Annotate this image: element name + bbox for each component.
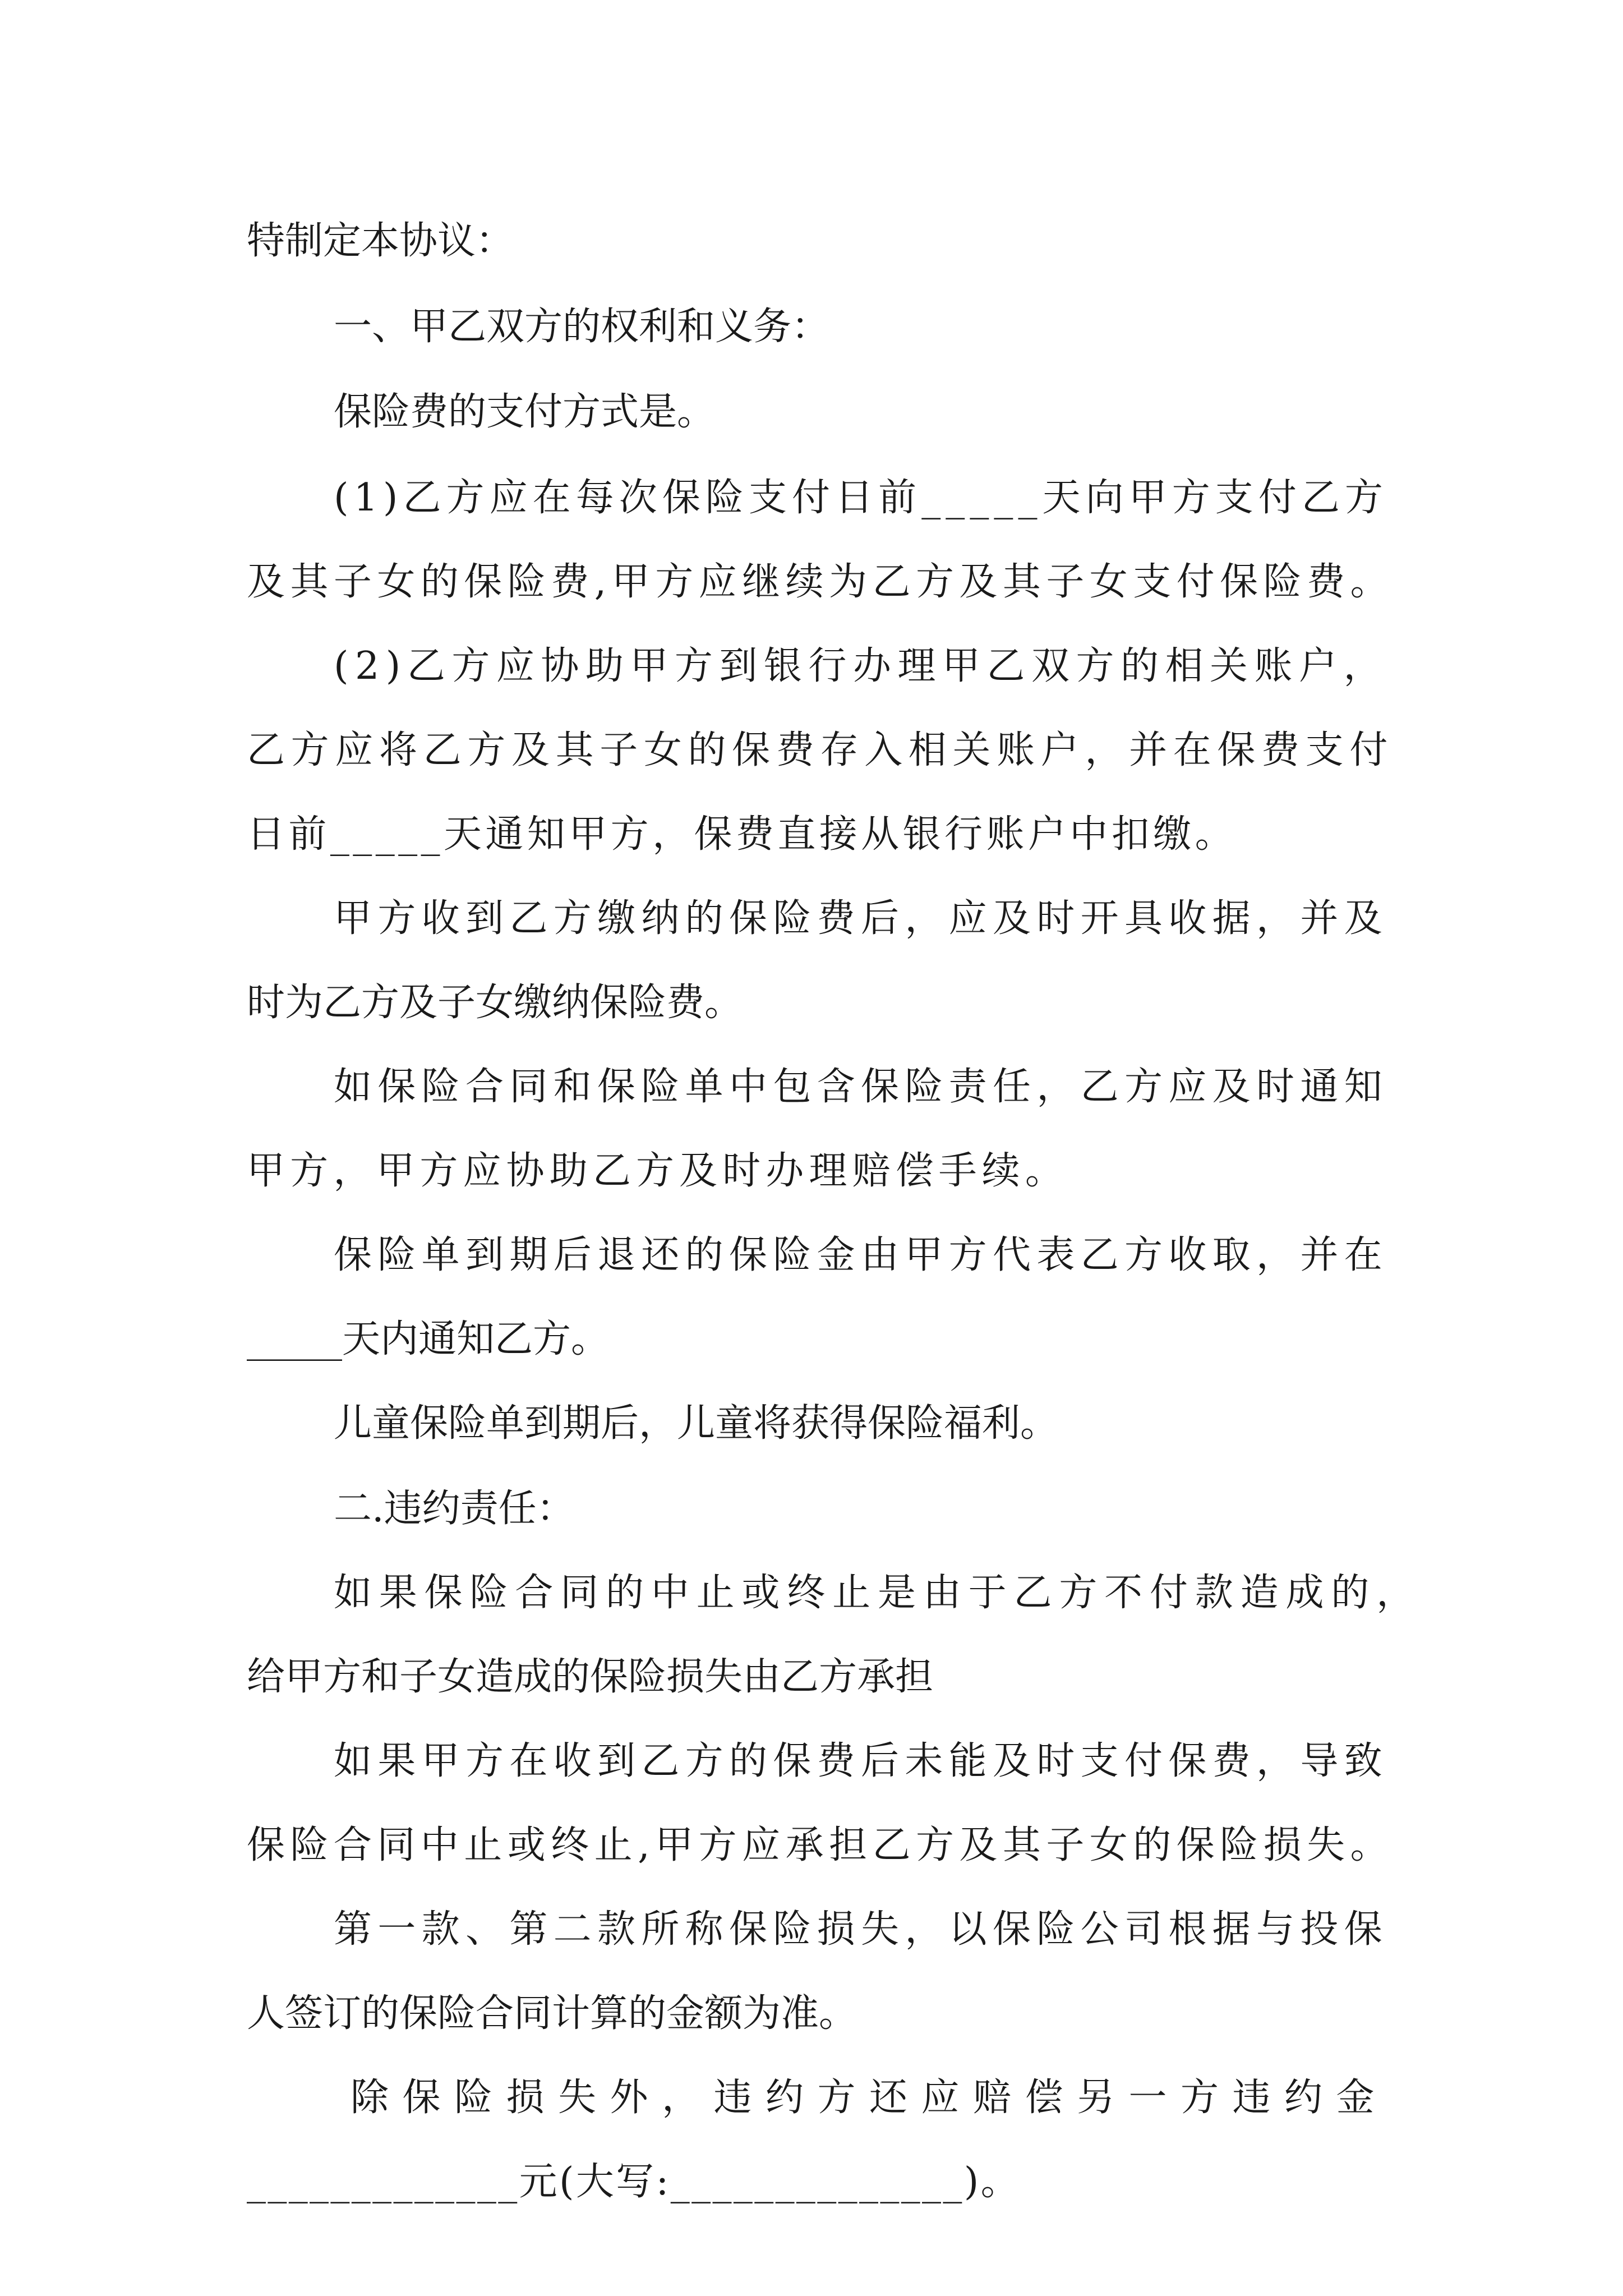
- text-line: _____天内通知乙方。: [247, 1317, 610, 1361]
- text-line: 乙方应将乙方及其子女的保费存入相关账户，并在保费支付: [247, 728, 1394, 772]
- section-heading: 二.违约责任：: [334, 1487, 575, 1531]
- text-line: (2)乙方应协助甲方到银行办理甲乙双方的相关账户，: [334, 644, 1388, 688]
- text-line: 日前_____天通知甲方，保费直接从银行账户中扣缴。: [247, 812, 1237, 857]
- text-line: 儿童保险单到期后，儿童将获得保险福利。: [334, 1401, 1059, 1446]
- text-line: 如果保险合同的中止或终止是由于乙方不付款造成的，: [334, 1571, 1422, 1615]
- text-line: 如果甲方在收到乙方的保费后未能及时支付保费，导致: [334, 1739, 1388, 1783]
- text-line: 保险单到期后退还的保险金由甲方代表乙方收取，并在: [334, 1233, 1388, 1277]
- text-line: 保险费的支付方式是。: [334, 390, 716, 434]
- text-line: (1)乙方应在每次保险支付日前_____天向甲方支付乙方: [334, 476, 1388, 520]
- text-line: 第一款、第二款所称保险损失，以保险公司根据与投保: [334, 1907, 1388, 1952]
- text-line: 人签订的保险合同计算的金额为准。: [247, 1991, 857, 2036]
- text-line: 特制定本协议：: [247, 219, 514, 263]
- section-heading: 一、甲乙双方的权利和义务：: [334, 305, 830, 349]
- text-line: 给甲方和子女造成的保险损失由乙方承担: [247, 1655, 934, 1699]
- text-line: 甲方收到乙方缴纳的保险费后，应及时开具收据，并及: [334, 896, 1388, 941]
- text-line: _____________元(大写:______________)。: [247, 2160, 1021, 2204]
- text-line: 保险合同中止或终止,甲方应承担乙方及其子女的保险损失。: [247, 1823, 1394, 1867]
- text-line: 除保险损失外，违约方还应赔偿另一方违约金: [351, 2076, 1388, 2120]
- text-line: 时为乙方及子女缴纳保险费。: [247, 981, 743, 1025]
- text-line: 甲方，甲方应协助乙方及时办理赔偿手续。: [247, 1149, 1068, 1193]
- text-line: 及其子女的保险费,甲方应继续为乙方及其子女支付保险费。: [247, 560, 1394, 604]
- text-line: 如保险合同和保险单中包含保险责任，乙方应及时通知: [334, 1065, 1388, 1109]
